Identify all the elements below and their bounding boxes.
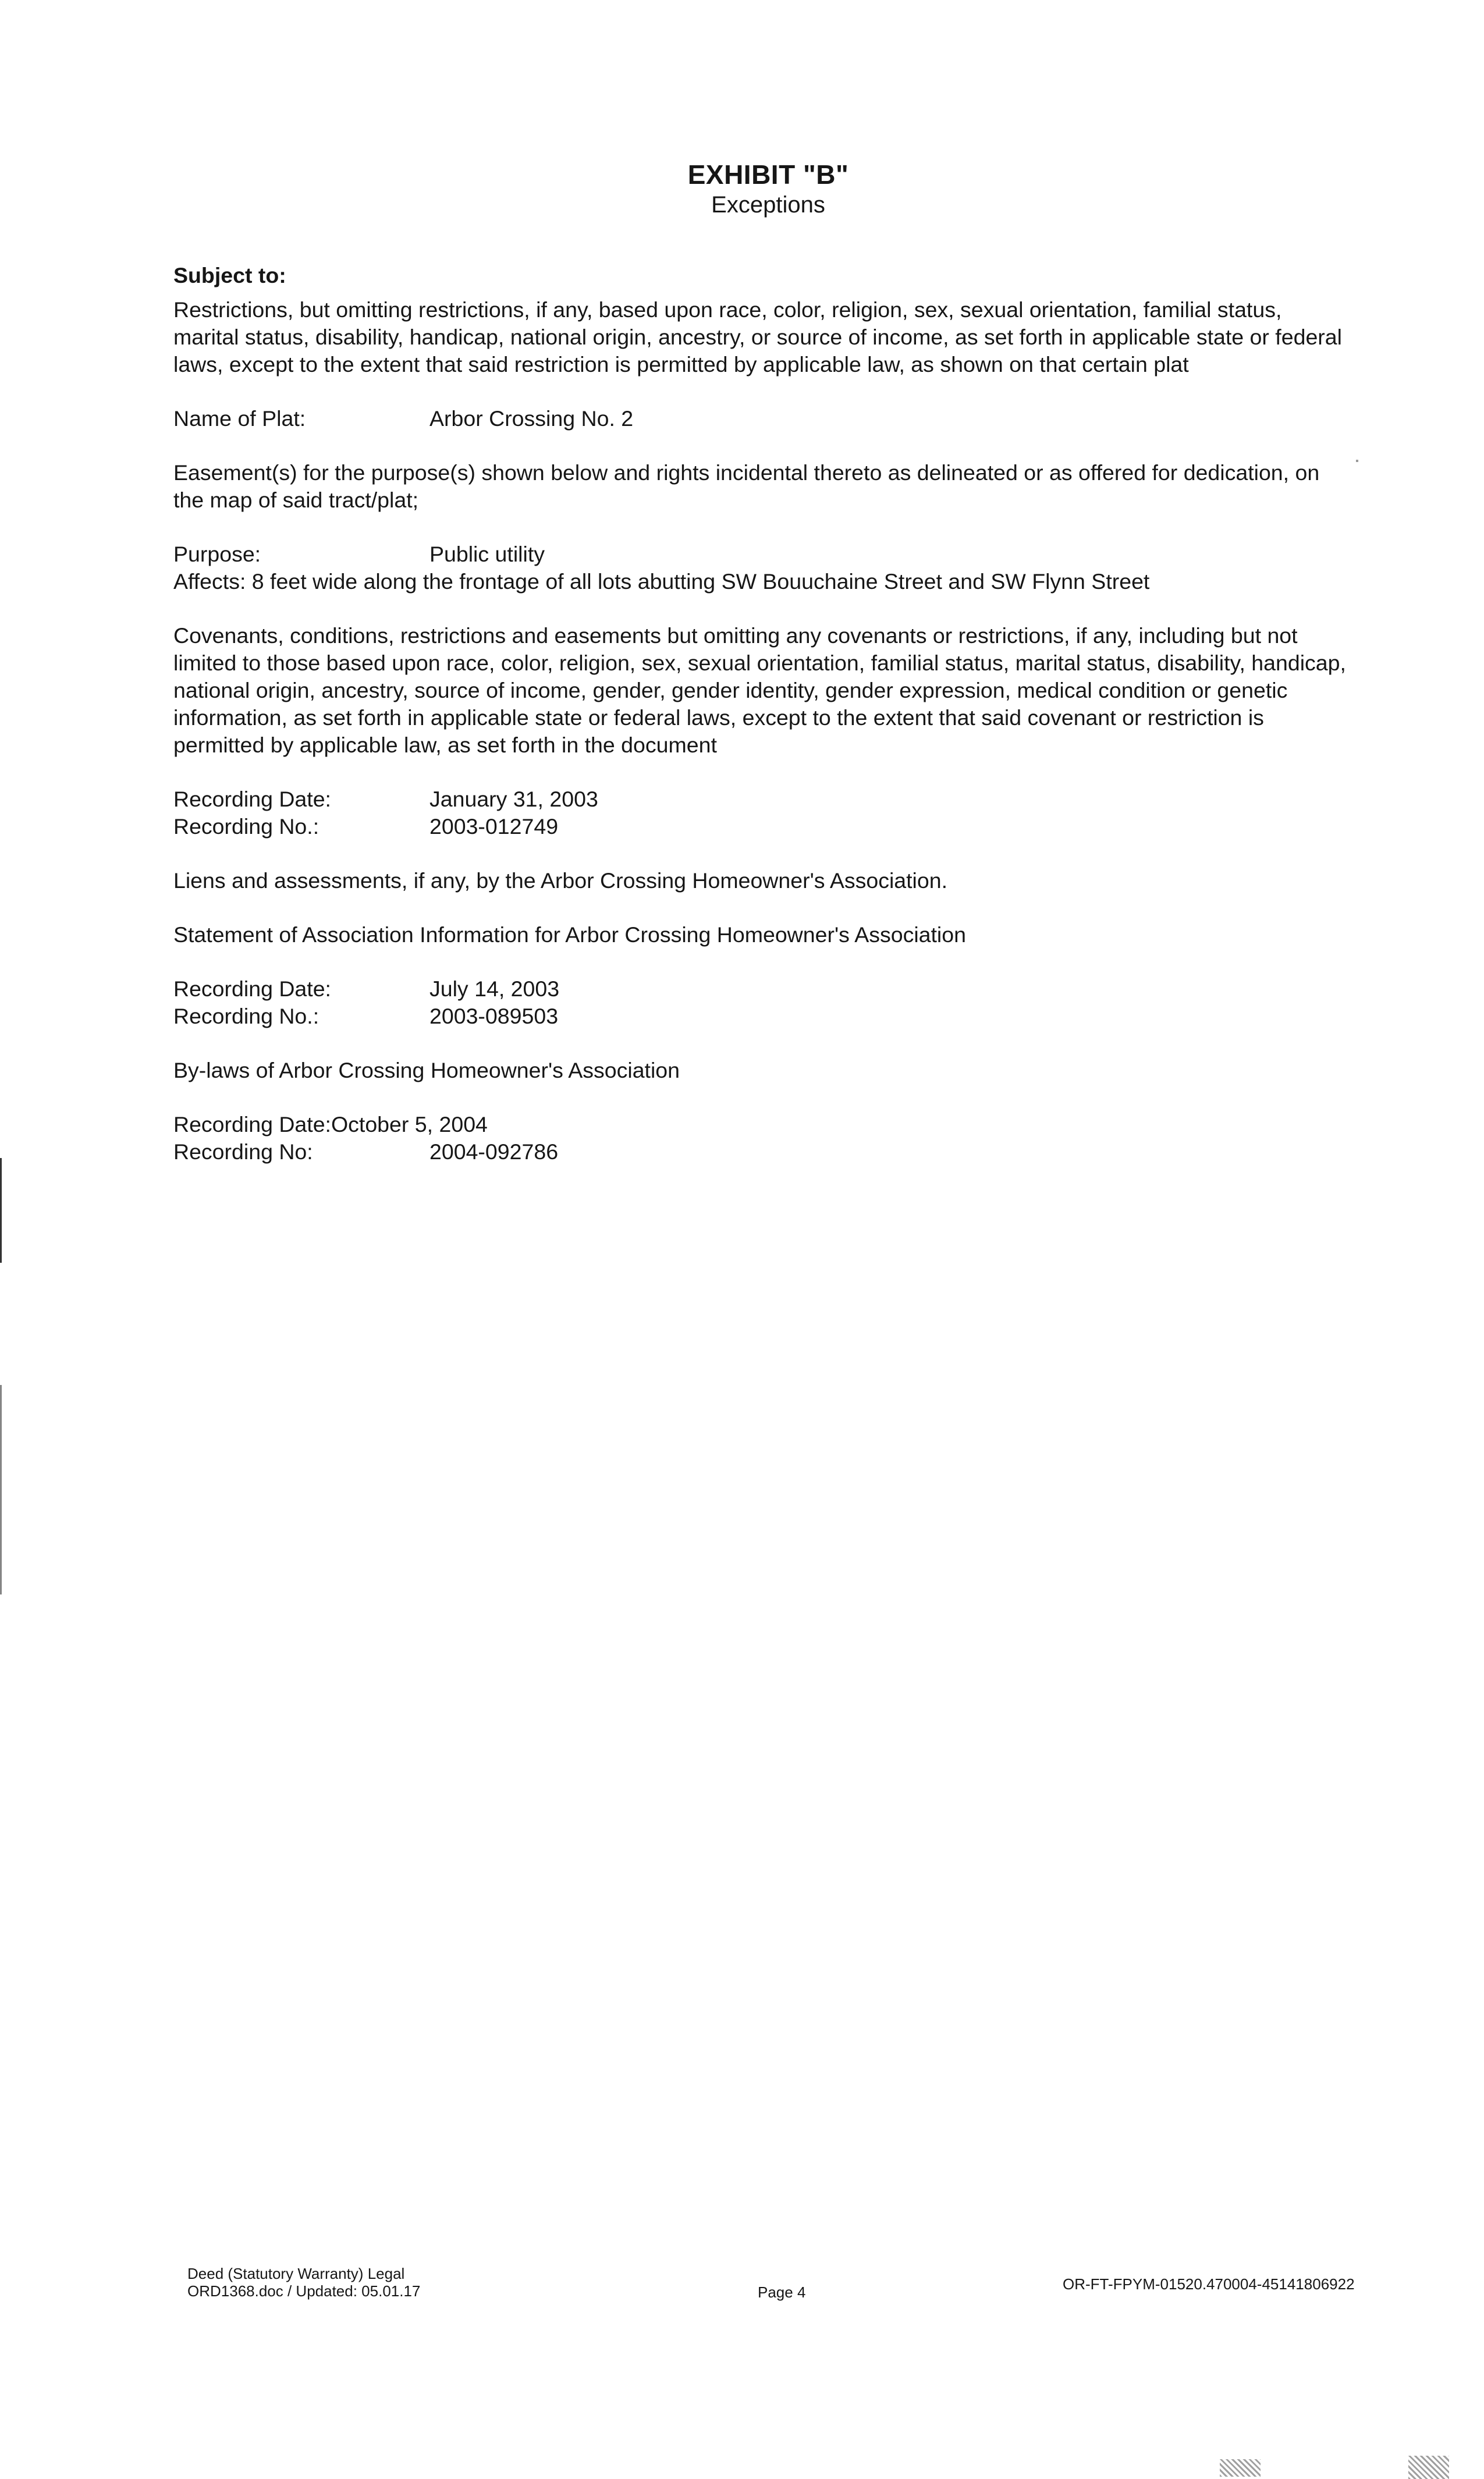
recording-date-row: [173, 1111, 1349, 1138]
recording-number-label: Recording No.:: [173, 814, 319, 839]
plat-name-row: [173, 405, 1349, 432]
scan-noise-patch: [1220, 2459, 1261, 2477]
statement-paragraph: Statement of Association Information for Arbor Crossing Homeowner's Association: [173, 922, 966, 947]
recording-number-value: 2004-092786: [429, 1139, 559, 1164]
footer-doc-ref: ORD1368.doc / Updated: 05.01.17: [187, 2282, 421, 2300]
scan-edge-mark: [0, 1158, 2, 1263]
covenants-paragraph: Covenants, conditions, restrictions and easements but omitting any covenants or restrictions, if any, including but not limited to those based upon race, color, religion, sex, sexual orientation, familial status, marital status, disability, handicap, national origin, ancestry, source of income, gender, gender identity, gender expression, medical condition or genetic information, as set forth in applicable state or federal laws, except to the extent that said covenant or restriction is permitted by applicable law, as set forth in the document: [173, 623, 1346, 757]
recording-number-label: Recording No.:: [173, 1004, 319, 1028]
footer-file-id: OR-FT-FPYM-01520.470004-45141806922: [1063, 2275, 1355, 2293]
exhibit-subtitle: Exceptions: [711, 192, 825, 218]
recording-date-value: January 31, 2003: [429, 787, 598, 811]
recording-block-2: [173, 975, 1349, 1030]
recording-block-3: [173, 1111, 1349, 1166]
subject-to-label: Subject to:: [173, 263, 286, 287]
purpose-row: [173, 541, 1349, 568]
recording-number-label: Recording No:: [173, 1139, 313, 1164]
footer-page-number: Page 4: [758, 2283, 806, 2301]
purpose-block: [173, 541, 1349, 595]
affects-line: Affects: 8 feet wide along the frontage of all lots abutting SW Bouuchaine Street and SW Flynn Street: [173, 569, 1150, 594]
restrictions-paragraph: Restrictions, but omitting restrictions, if any, based upon race, color, religion, sex, sexual orientation, familial status, marital status, disability, handicap, national origin, ancestry, or source of income, as set forth in applicable state or federal laws, except to the extent that said restriction is permitted by applicable law, as shown on that certain plat: [173, 297, 1342, 377]
recording-block-1: [173, 786, 1349, 840]
recording-date-row: [173, 975, 1349, 1003]
scan-noise-patch: [1408, 2456, 1449, 2479]
recording-date-label: Recording Date:: [173, 976, 331, 1001]
exhibit-header: [0, 158, 1484, 219]
liens-paragraph: Liens and assessments, if any, by the Arbor Crossing Homeowner's Association.: [173, 868, 948, 893]
plat-name-value: Arbor Crossing No. 2: [429, 406, 634, 431]
recording-date-value: July 14, 2003: [429, 976, 560, 1001]
recording-date-row: [173, 786, 1349, 813]
recording-date-label: Recording Date:: [173, 1112, 331, 1136]
recording-date-value: October 5, 2004: [331, 1112, 488, 1136]
exceptions-body: [173, 262, 1349, 1192]
recording-number-value: 2003-012749: [429, 814, 559, 839]
purpose-label: Purpose:: [173, 542, 261, 566]
bylaws-paragraph: By-laws of Arbor Crossing Homeowner's Association: [173, 1058, 680, 1082]
purpose-value: Public utility: [429, 542, 545, 566]
plat-name-label: Name of Plat:: [173, 406, 306, 431]
recording-number-value: 2003-089503: [429, 1004, 559, 1028]
exhibit-title: EXHIBIT "B": [687, 159, 849, 190]
easement-paragraph: Easement(s) for the purpose(s) shown below and rights incidental thereto as delineated or as offered for dedication, on the map of said tract/plat;: [173, 460, 1320, 512]
footer-doc-type: Deed (Statutory Warranty) Legal: [187, 2265, 405, 2282]
scan-edge-mark: [0, 1385, 2, 1594]
recording-date-label: Recording Date:: [173, 787, 331, 811]
recording-number-row: [173, 813, 1349, 840]
scan-speck: [1356, 460, 1358, 462]
footer-document-info: [187, 2265, 420, 2300]
recording-number-row: [173, 1138, 1349, 1166]
recording-number-row: [173, 1003, 1349, 1030]
